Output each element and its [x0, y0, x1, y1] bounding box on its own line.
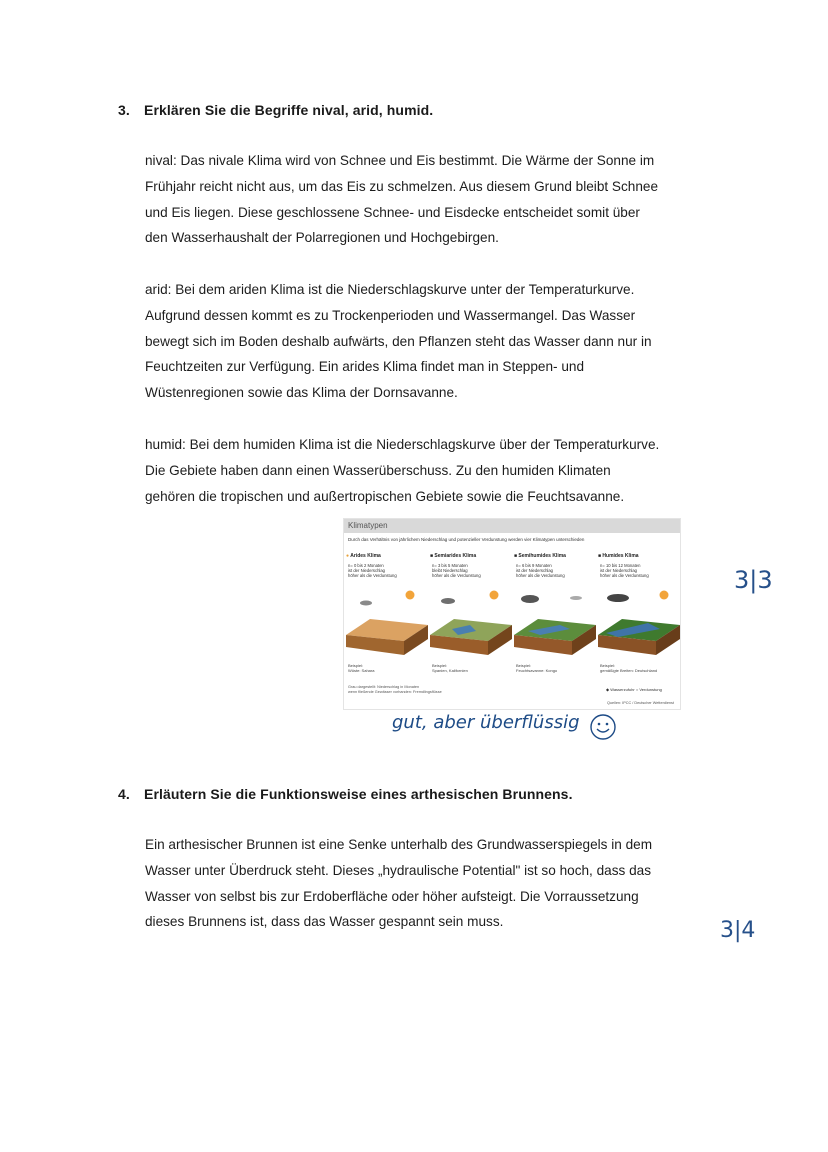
text-line: arid: Bei dem ariden Klima ist die Niederschlagskurve unter der Temperaturkurve. [145, 282, 635, 297]
note-line: ist der Niederschlag [516, 568, 554, 573]
note-line: ist der Niederschlag [600, 568, 638, 573]
panel-title: ● Arides Klima [346, 553, 381, 559]
score-q4: 3|4 [720, 918, 756, 943]
panel-humid [598, 553, 680, 683]
text-line: Feuchtzeiten zur Verfügung. Ein arides Klima findet man in Steppen- und [145, 359, 585, 375]
example-line: Beispiel: [432, 663, 448, 668]
text-line: Aufgrund dessen kommt es zu Trockenperioden und Wassermangel. Das Wasser [145, 307, 636, 323]
semihumid-block-illustration [514, 589, 596, 669]
text-line: nival: Das nivale Klima wird von Schnee und Eis bestimmt. Die Wärme der Sonne im [145, 153, 655, 168]
semiarid-block-illustration [430, 589, 512, 669]
panel-arid [346, 553, 428, 683]
note-line: n= 6 bis 9 Monaten [516, 563, 552, 568]
climate-types-figure [343, 518, 681, 710]
smiley-icon [588, 712, 618, 742]
cloud-icon [607, 594, 629, 602]
panel-title: ■ Semihumides Klima [514, 553, 566, 559]
panel-title-text: Semihumides Klima [518, 553, 566, 559]
note-line: n= 3 bis 5 Monaten [432, 563, 468, 568]
humid-block-illustration [598, 589, 680, 669]
text-line: Wasser von selbst bis zur Erdoberfläche oder höher aufsteigt. Die Vorraussetzung [145, 888, 639, 904]
sun-icon [660, 591, 669, 600]
note-line: n= 0 bis 2 Monaten [348, 563, 384, 568]
panel-title-text: Arides Klima [350, 553, 381, 559]
figure-footnote [348, 685, 442, 695]
artesian-paragraph [145, 832, 652, 935]
note-line: ist der Niederschlag [348, 568, 386, 573]
note-line: höher als die Verdunstung [600, 573, 649, 578]
example-line: Feuchtsavanne: Kongo [516, 668, 558, 673]
note-line: n= 10 bis 12 Monaten [600, 563, 641, 568]
panel-semiarid [430, 553, 512, 683]
question-3-heading [118, 102, 433, 118]
panel-title: ■ Humides Klima [598, 553, 639, 559]
text-line: und Eis liegen. Diese geschlossene Schnee- und Eisdecke entscheidet somit über [145, 204, 640, 220]
humid-paragraph [145, 432, 659, 509]
cloud-icon [521, 595, 539, 603]
text-line: gehören die tropischen und außertropischen Gebiete sowie die Feuchtsavanne. [145, 488, 625, 504]
arid-paragraph [145, 277, 652, 406]
panel-semihumid [514, 553, 596, 683]
arid-block-illustration [346, 589, 428, 669]
panel-note [348, 563, 397, 578]
question-4-heading [118, 786, 573, 802]
question-4-title: Erläutern Sie die Funktionsweise eines arthesischen Brunnens. [144, 786, 573, 802]
nival-paragraph [145, 148, 658, 251]
example-line: Beispiel: [348, 663, 364, 668]
text-line: humid: Bei dem humiden Klima ist die Niederschlagskurve über der Temperaturkurve. [145, 437, 660, 452]
example-line: Beispiel: [516, 663, 532, 668]
note-line: höher als die Verdunstung [432, 573, 481, 578]
example-line: gemäßigte Breiten: Deutschland [600, 668, 658, 673]
example-line: Beispiel: [600, 663, 616, 668]
panel-note [516, 563, 565, 578]
question-4-number: 4. [118, 786, 130, 802]
sun-icon [490, 591, 499, 600]
question-3-number: 3. [118, 102, 130, 118]
sun-icon [406, 591, 415, 600]
footnote-line: wenn fließende Gewässer vorhanden: Fremdlingsflüsse [348, 690, 442, 694]
score-q3: 3|3 [734, 566, 773, 594]
panel-example [348, 663, 374, 673]
panel-note [600, 563, 649, 578]
panel-title-text: Semiarides Klima [434, 553, 477, 559]
text-line: Frühjahr reicht nicht aus, um das Eis zu schmelzen. Aus diesem Grund bleibt Schnee [145, 178, 659, 194]
footnote-line: Grau dargestellt: Niederschlag in Monaten [348, 685, 420, 689]
note-line: höher als die Verdunstung [348, 573, 397, 578]
text-line: bewegt sich im Boden deshalb aufwärts, den Pflanzen steht das Wasser dann nur in [145, 333, 652, 349]
panel-title: ■ Semiarides Klima [430, 553, 477, 559]
figure-subtitle: Durch das Verhältnis von jährlichem Niederschlag und potenzieller Verdunstung werden vier Klimatypen unterschieden [348, 537, 585, 542]
note-line: höher als die Verdunstung [516, 573, 565, 578]
panel-note [432, 563, 481, 578]
note-line: bleibt Niederschlag [432, 568, 468, 573]
figure-source: Quellen: IPCC / Deutscher Wetterdienst [606, 701, 674, 705]
cloud-icon [441, 598, 455, 604]
example-line: Wüste: Sahara [348, 668, 375, 673]
panel-title-text: Humides Klima [602, 553, 639, 559]
teacher-comment: gut, aber überflüssig [392, 712, 580, 733]
question-3-title: Erklären Sie die Begriffe nival, arid, humid. [144, 102, 434, 118]
text-line: Ein arthesischer Brunnen ist eine Senke unterhalb des Grundwasserspiegels in dem [145, 837, 653, 852]
text-line: dieses Brunnens ist, dass das Wasser gespannt sein muss. [145, 914, 504, 930]
figure-legend: ◆ Wasserzufuhr ○ Verdunstung [606, 687, 662, 692]
text-line: Die Gebiete haben dann einen Wasserüberschuss. Zu den humiden Klimaten [145, 462, 611, 478]
panel-example [432, 663, 468, 673]
text-line: Wasser unter Überdruck steht. Dieses „hydraulische Potential" ist so hoch, dass das [145, 862, 652, 878]
cloud-icon [360, 601, 372, 606]
example-line: Spanien, Kalifornien [432, 668, 468, 673]
text-line: Wüstenregionen sowie das Klima der Dornsavanne. [145, 385, 458, 401]
figure-title: Klimatypen [348, 521, 388, 530]
figure-title-bar [344, 519, 680, 533]
text-line: den Wasserhaushalt der Polarregionen und Hochgebirgen. [145, 230, 499, 246]
panel-example [600, 663, 657, 673]
panel-example [516, 663, 557, 673]
